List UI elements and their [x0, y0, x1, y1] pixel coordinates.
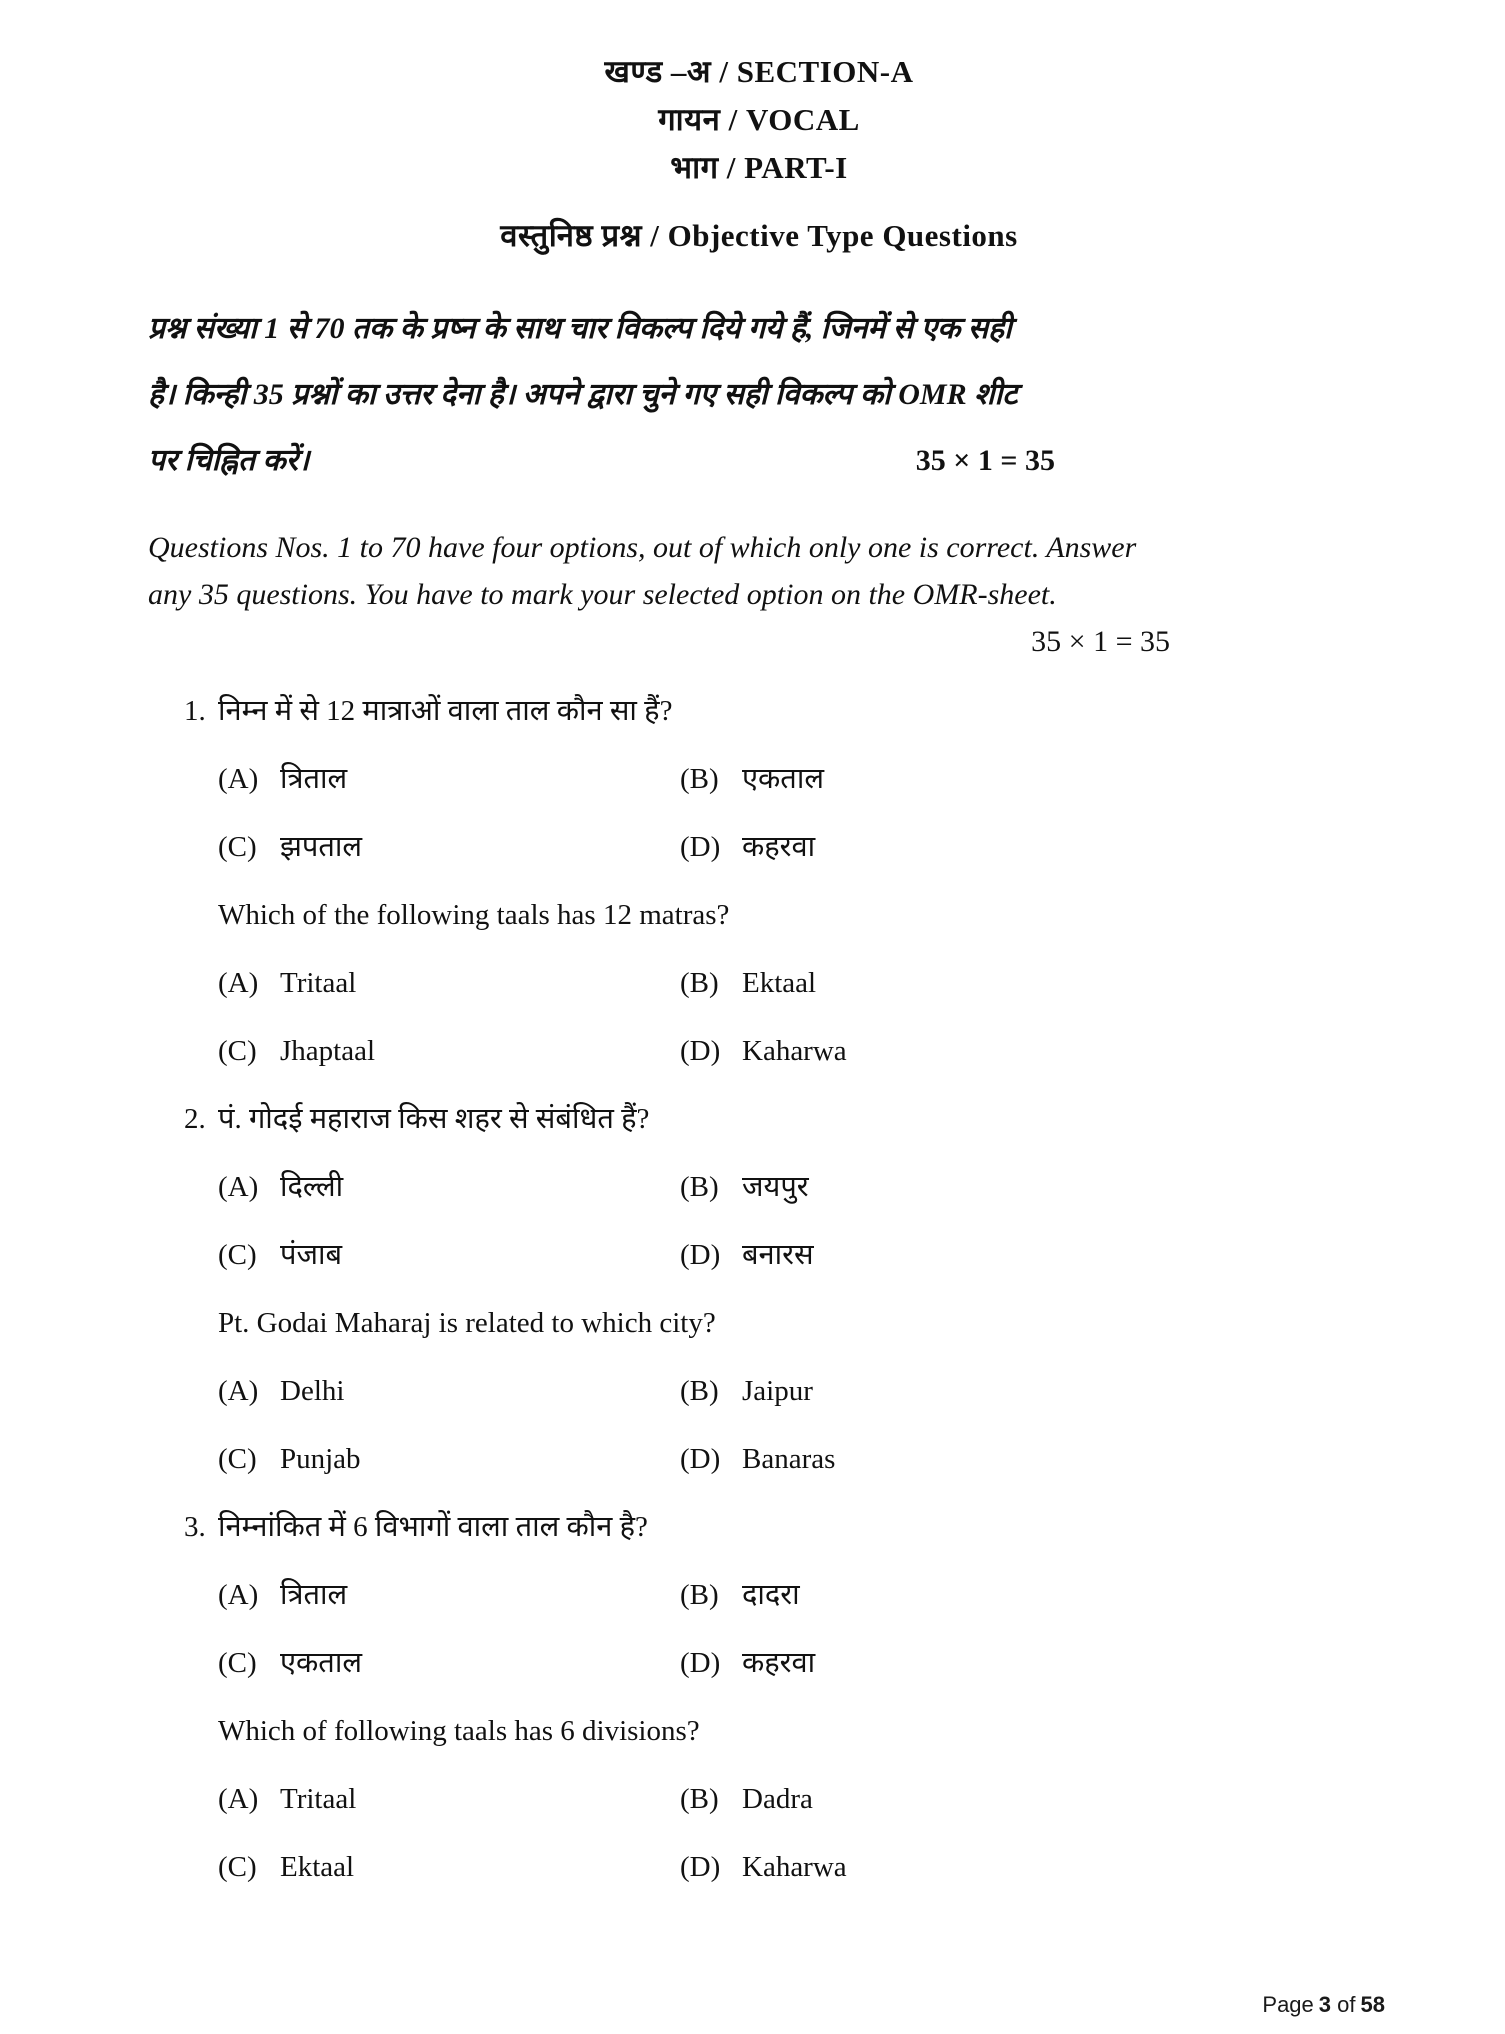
option-text: बनारस	[742, 1239, 814, 1271]
option-label: (D)	[680, 1647, 721, 1679]
option-d-hindi	[680, 1641, 1370, 1685]
option-d-english	[680, 1437, 1370, 1481]
question-type-heading: वस्तुनिष्ठ प्रश्न / Objective Type Questions	[500, 218, 1018, 253]
option-label: (B)	[680, 763, 719, 795]
options-english-row-2	[218, 1029, 1370, 1073]
page-number: 3	[1318, 1992, 1332, 2017]
option-label: (A)	[218, 1783, 259, 1815]
option-text: Jaipur	[742, 1375, 813, 1407]
options-english-row-1	[218, 1777, 1370, 1821]
instructions-hindi-line1: प्रश्न संख्या 1 से 70 तक के प्रष्न के साथ चार विकल्प दिये गये हैं, जिनमें से एक सही	[148, 312, 1012, 345]
question-text-hindi: निम्नांकित में 6 विभागों वाला ताल कौन है?	[218, 1511, 648, 1543]
option-label: (C)	[218, 1443, 257, 1475]
option-label: (A)	[218, 763, 259, 795]
question-3-hindi-text	[184, 1505, 1370, 1549]
option-text: Dadra	[742, 1783, 813, 1815]
option-label: (C)	[218, 1851, 257, 1883]
option-label: (A)	[218, 1375, 259, 1407]
question-list	[148, 689, 1370, 1889]
option-label: (C)	[218, 1647, 257, 1679]
options-hindi-row-1	[218, 1573, 1370, 1617]
option-label: (B)	[680, 1783, 719, 1815]
part-heading: भाग / PART-I	[670, 150, 848, 185]
option-text: त्रिताल	[280, 1579, 348, 1611]
option-label: (C)	[218, 1239, 257, 1271]
option-text: Tritaal	[280, 967, 357, 999]
option-label: (A)	[218, 967, 259, 999]
option-c-english	[218, 1029, 680, 1073]
question-text-hindi: पं. गोदई महाराज किस शहर से संबंधित हैं?	[218, 1103, 650, 1135]
option-label: (D)	[680, 1035, 721, 1067]
option-text: दादरा	[742, 1579, 800, 1611]
option-c-english	[218, 1437, 680, 1481]
question-1-hindi-text	[184, 689, 1370, 733]
of-label: of	[1337, 1992, 1356, 2017]
options-hindi-row-1	[218, 1165, 1370, 1209]
option-text: Punjab	[280, 1443, 361, 1475]
option-label: (C)	[218, 1035, 257, 1067]
option-label: (B)	[680, 967, 719, 999]
option-c-english	[218, 1845, 680, 1889]
instructions-english	[148, 524, 1370, 618]
option-text: त्रिताल	[280, 763, 348, 795]
options-hindi-row-2	[218, 1641, 1370, 1685]
option-label: (B)	[680, 1171, 719, 1203]
question-text-hindi: निम्न में से 12 मात्राओं वाला ताल कौन सा हैं?	[218, 695, 673, 727]
option-label: (B)	[680, 1375, 719, 1407]
total-pages: 58	[1360, 1992, 1385, 2017]
instructions-hindi-line3	[148, 428, 1370, 494]
instructions-english-line2: any 35 questions. You have to mark your selected option on the OMR-sheet.	[148, 578, 1057, 611]
option-text: जयपुर	[742, 1171, 809, 1203]
option-text: झपताल	[280, 831, 363, 863]
option-label: (D)	[680, 831, 721, 863]
option-a-hindi	[218, 1573, 680, 1617]
option-text: Ektaal	[280, 1851, 355, 1883]
option-a-english	[218, 1777, 680, 1821]
option-a-hindi	[218, 757, 680, 801]
option-text: कहरवा	[742, 831, 816, 863]
question-text-english: Which of following taals has 6 divisions?	[218, 1715, 700, 1747]
option-b-hindi	[680, 1165, 1370, 1209]
option-label: (C)	[218, 831, 257, 863]
subject-heading: गायन / VOCAL	[658, 102, 860, 137]
option-label: (B)	[680, 1579, 719, 1611]
option-label: (A)	[218, 1579, 259, 1611]
option-text: एकताल	[280, 1647, 363, 1679]
options-hindi-row-2	[218, 1233, 1370, 1277]
question-1	[148, 689, 1370, 1073]
question-2-hindi-text	[184, 1097, 1370, 1141]
option-text: Kaharwa	[742, 1035, 847, 1067]
question-number: 3.	[184, 1511, 206, 1543]
marks-scheme-english: 35 × 1 = 35	[1031, 625, 1170, 658]
question-number: 1.	[184, 695, 206, 727]
option-c-hindi	[218, 825, 680, 869]
question-3	[148, 1505, 1370, 1889]
instructions-english-line1: Questions Nos. 1 to 70 have four options, out of which only one is correct. Answer	[148, 531, 1137, 564]
option-d-english	[680, 1845, 1370, 1889]
option-text: Ektaal	[742, 967, 817, 999]
options-hindi-row-2	[218, 825, 1370, 869]
option-b-english	[680, 961, 1370, 1005]
option-b-english	[680, 1777, 1370, 1821]
option-label: (D)	[680, 1443, 721, 1475]
question-2	[148, 1097, 1370, 1481]
page-number-footer	[1262, 1992, 1385, 2018]
option-text: Tritaal	[280, 1783, 357, 1815]
section-heading: खण्ड –अ / SECTION-A	[604, 54, 914, 89]
page-label: Page	[1262, 1992, 1314, 2017]
options-english-row-2	[218, 1845, 1370, 1889]
question-text-english: Pt. Godai Maharaj is related to which city?	[218, 1307, 716, 1339]
option-label: (D)	[680, 1851, 721, 1883]
option-text: Kaharwa	[742, 1851, 847, 1883]
instructions-hindi-line3-text: पर चिह्नित करें।	[148, 444, 310, 477]
option-text: Jhaptaal	[280, 1035, 376, 1067]
option-b-hindi	[680, 1573, 1370, 1617]
instructions-hindi	[148, 296, 1370, 494]
option-a-english	[218, 1369, 680, 1413]
option-text: एकताल	[742, 763, 825, 795]
options-hindi-row-1	[218, 757, 1370, 801]
question-text-english: Which of the following taals has 12 matras?	[218, 899, 730, 931]
option-b-english	[680, 1369, 1370, 1413]
option-b-hindi	[680, 757, 1370, 801]
option-label: (A)	[218, 1171, 259, 1203]
option-text: कहरवा	[742, 1647, 816, 1679]
option-a-english	[218, 961, 680, 1005]
option-label: (D)	[680, 1239, 721, 1271]
options-english-row-1	[218, 961, 1370, 1005]
option-d-hindi	[680, 1233, 1370, 1277]
option-a-hindi	[218, 1165, 680, 1209]
option-c-hindi	[218, 1233, 680, 1277]
option-d-english	[680, 1029, 1370, 1073]
instructions-hindi-line2: है। किन्ही 35 प्रश्नों का उत्तर देना है। अपने द्वारा चुने गए सही विकल्प को OMR शीट	[148, 378, 1018, 411]
option-c-hindi	[218, 1641, 680, 1685]
option-text: Delhi	[280, 1375, 345, 1407]
option-text: पंजाब	[280, 1239, 343, 1271]
option-d-hindi	[680, 825, 1370, 869]
question-number: 2.	[184, 1103, 206, 1135]
marks-scheme-hindi: 35 × 1 = 35	[915, 444, 1055, 477]
option-text: Banaras	[742, 1443, 836, 1475]
option-text: दिल्ली	[280, 1171, 344, 1203]
options-english-row-1	[218, 1369, 1370, 1413]
options-english-row-2	[218, 1437, 1370, 1481]
